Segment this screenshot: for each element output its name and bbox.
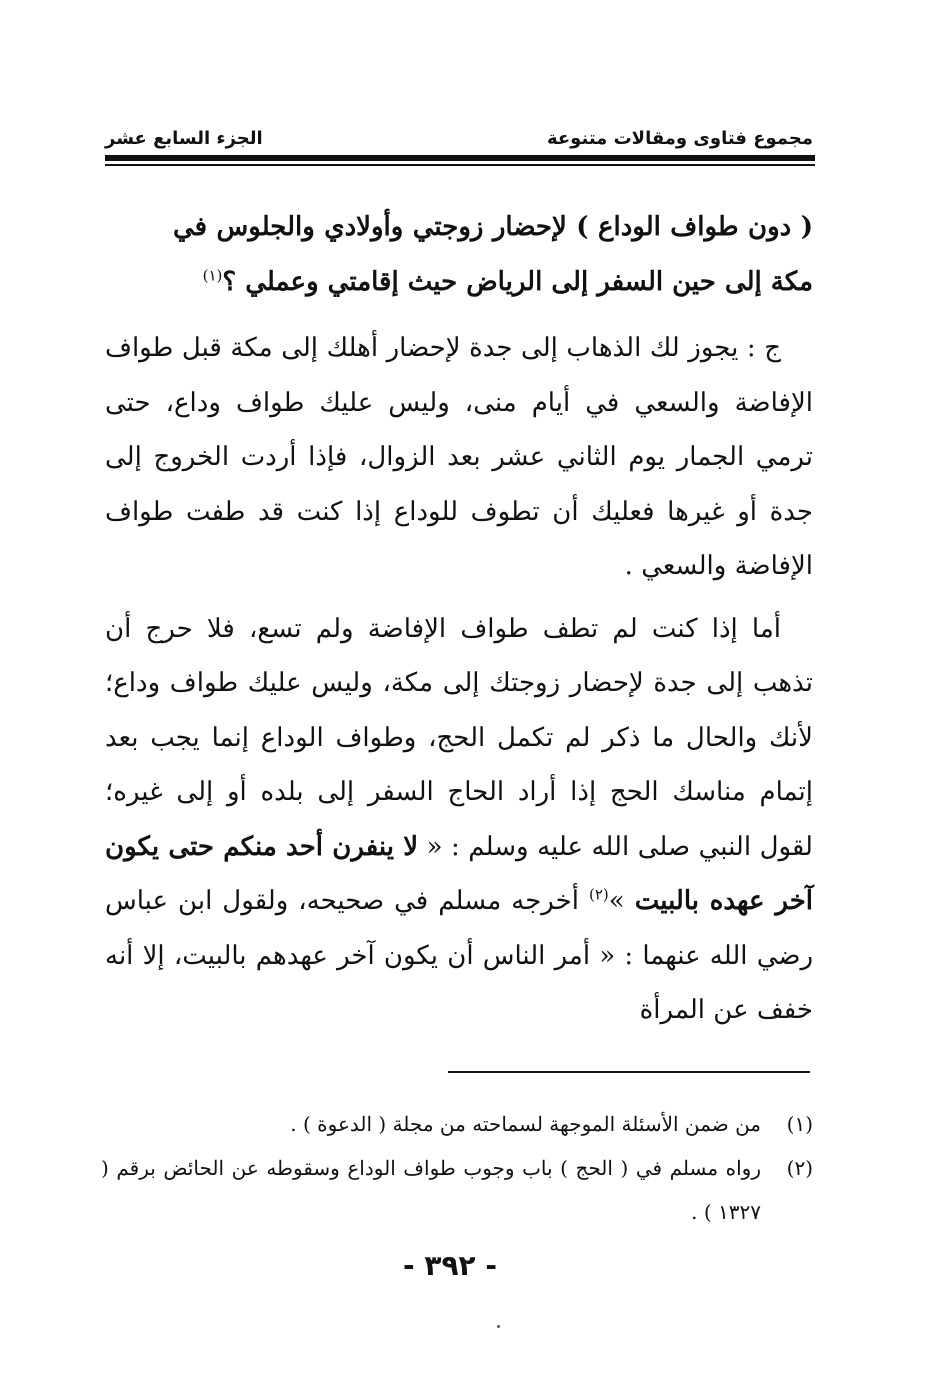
question-body: ( دون طواف الوداع ) لإحضار زوجتي وأولادي والجلوس في مكة إلى حين السفر إلى الرياض حيث إقامتي وعملي ؟ [173,212,813,297]
volume-label: الجزء السابع عشر [105,128,263,149]
footnote-1 [101,1102,813,1146]
hadith-close-quote: » [608,886,625,916]
footnote-ref-1: (١) [202,265,223,284]
answer-paragraph-2 [105,602,813,1038]
header-rule-thin [105,164,815,166]
footnotes [101,1102,813,1234]
main-text [105,200,813,1038]
answer-paragraph-2-end: أخرجه مسلم في صحيحه، ولقول ابن عباس رضي الله عنهما : « أمر الناس أن يكون آخر عهدهم بالبيت، إلا أنه خفف عن المرأة [105,886,813,1025]
question-text [173,200,813,309]
footnote-2 [101,1146,813,1234]
answer-paragraph-1: ج : يجوز لك الذهاب إلى جدة لإحضار أهلك إلى مكة قبل طواف الإفاضة والسعي في أيام منى، وليس عليك طواف وداع، حتى ترمي الجمار يوم الثاني عشر بعد الزوال، فإذا أردت الخروج إلى جدة أو غيرها فعليك أن تطوف للوداع إذا كنت قد طفت طواف الإفاضة والسعي . [105,333,813,581]
footnote-separator [448,1071,810,1073]
answer-paragraph-2-start: أما إذا كنت لم تطف طواف الإفاضة ولم تسع، فلا حرج أن تذهب إلى جدة لإحضار زوجتك إلى مكة، وليس عليك طواف وداع؛ لأنك والحال ما ذكر لم تكمل الحج، وطواف الوداع إنما يجب بعد إتمام مناسك الحج إذا أراد الحاج السفر إلى بلده أو إلى غيره؛ لقول النبي صلى الله عليه وسلم : « [105,613,813,862]
footnote-number: (٢) [786,1156,813,1180]
running-header [105,120,813,154]
hadith-quote: لا ينفرن أحد منكم حتى يكون آخر عهده بالبيت [105,831,814,916]
page-number: - ٣٩٢ - [402,1249,498,1282]
footnote-text: من ضمن الأسئلة الموجهة لسماحته من مجلة ( الدعوة ) . [290,1112,761,1136]
book-title: مجموع فتاوى ومقالات متنوعة [546,128,813,149]
header-rule [105,155,815,161]
footnote-text: رواه مسلم في ( الحج ) باب وجوب طواف الوداع وسقوطه عن الحائض برقم ( ١٣٢٧ ) . [101,1156,761,1224]
footnote-ref-2: (٢) [588,885,609,904]
footnote-number: (١) [786,1112,813,1136]
scan-speck [497,1325,500,1328]
